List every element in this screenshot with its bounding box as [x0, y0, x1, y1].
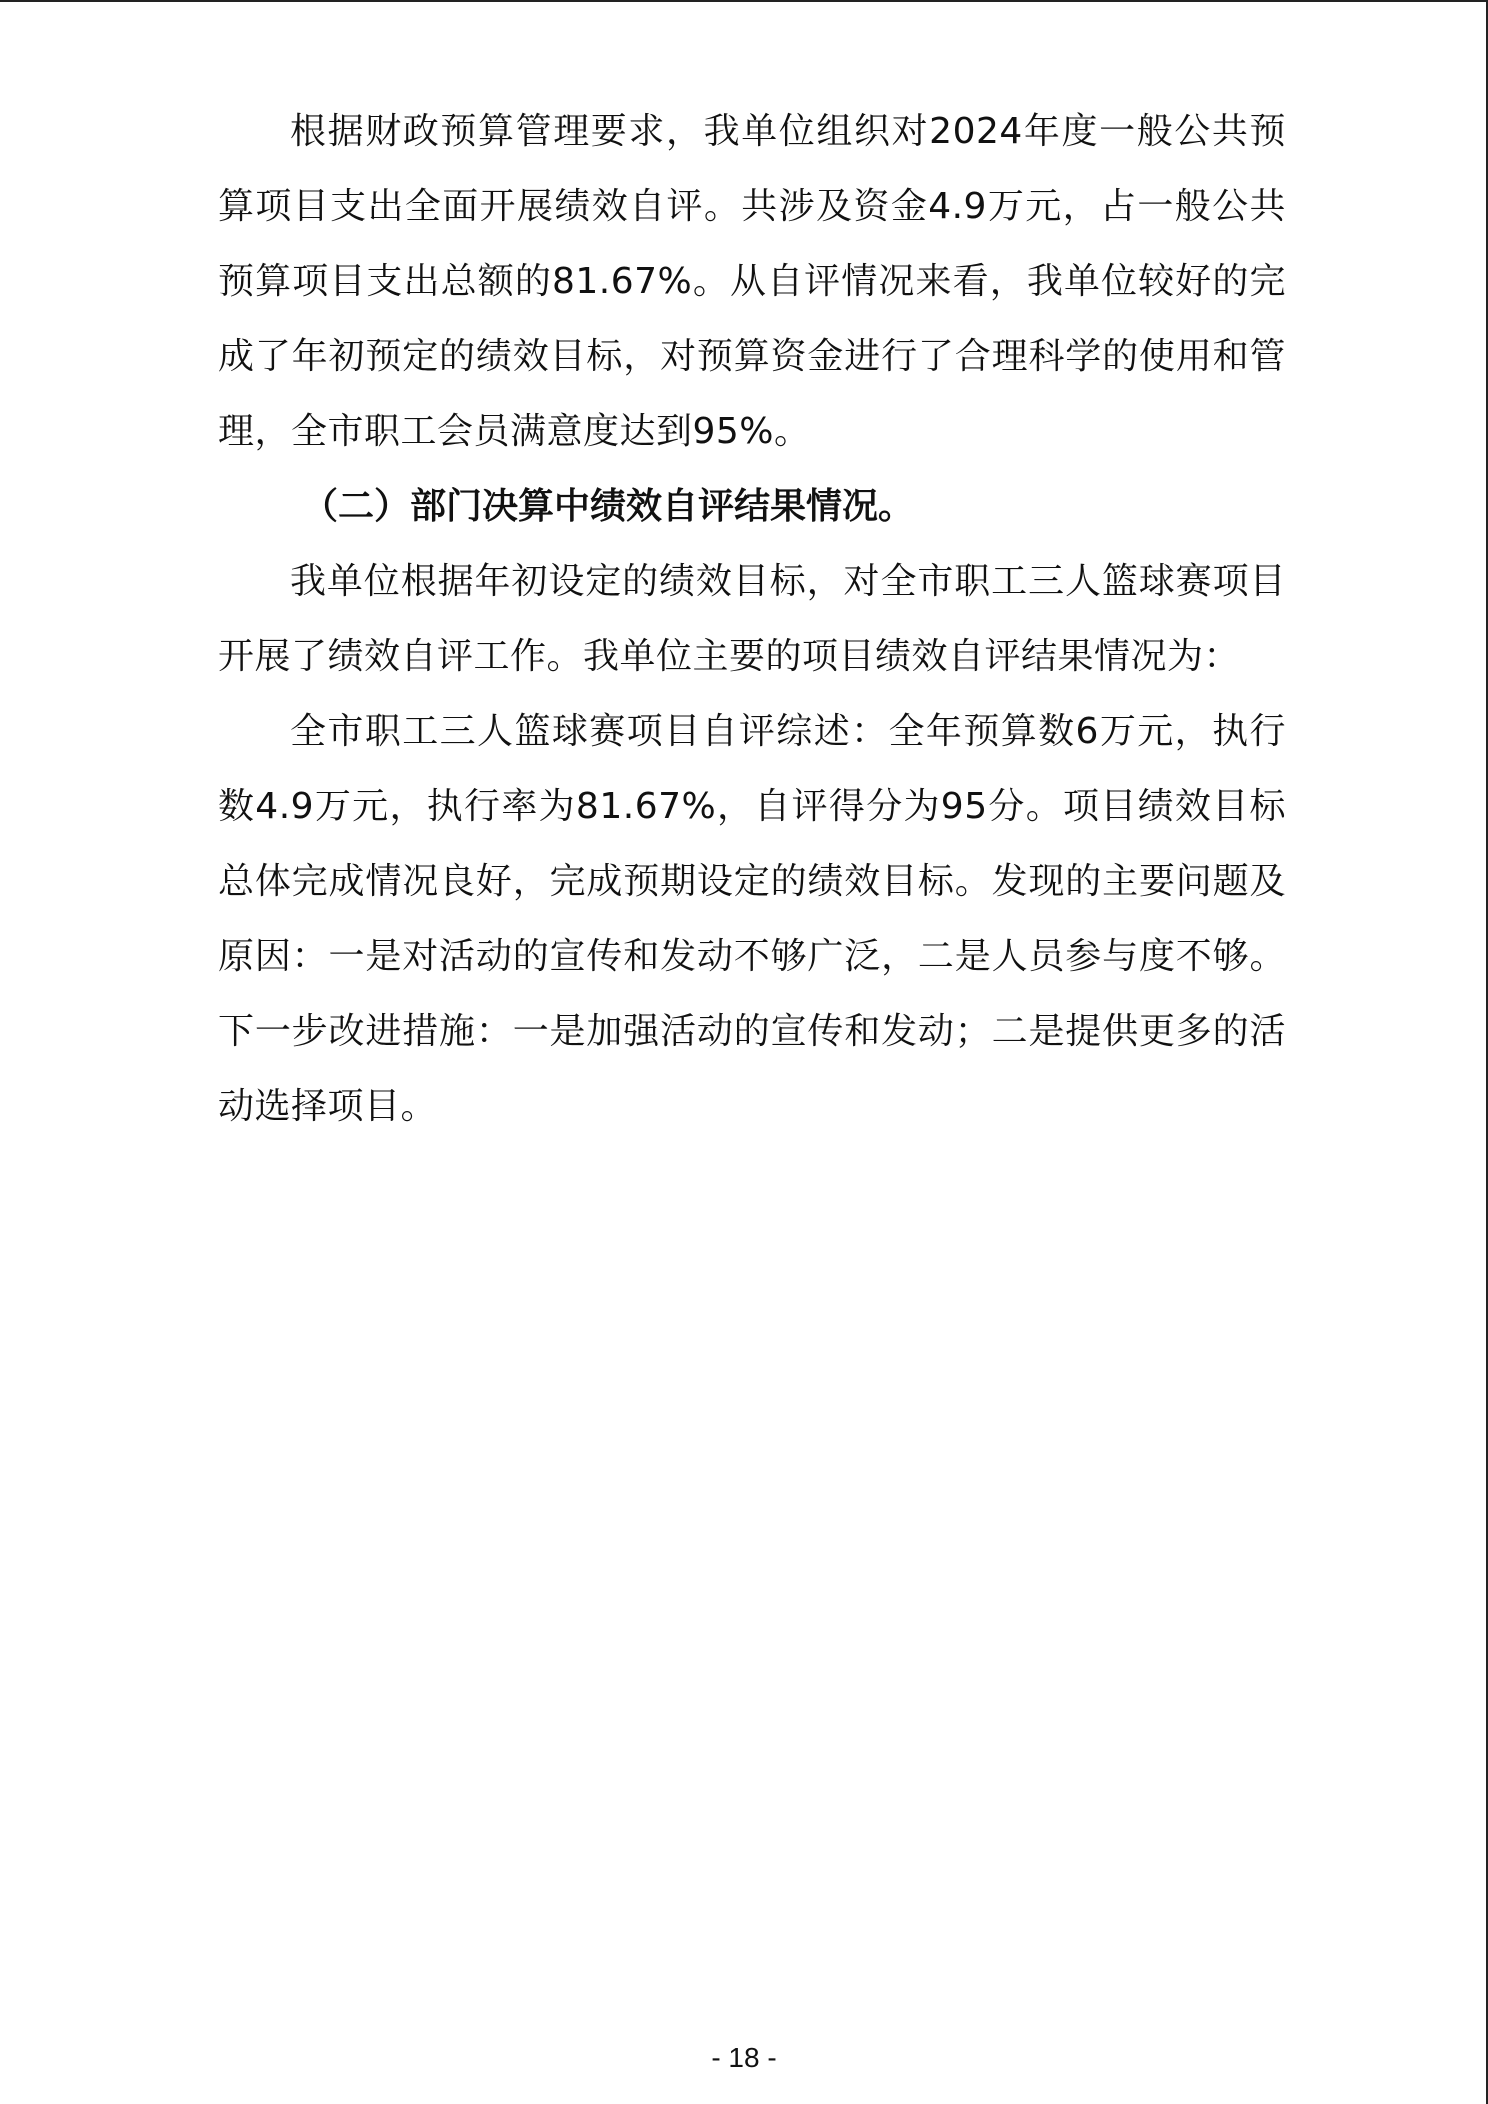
paragraph-self-evaluation-intro: 我单位根据年初设定的绩效目标，对全市职工三人篮球赛项目开展了绩效自评工作。我单位主要的项目绩效自评结果情况为： — [218, 561, 1286, 677]
section-heading: （二）部门决算中绩效自评结果情况。 — [302, 486, 915, 527]
page-number: - 18 - — [711, 2042, 777, 2073]
document-body — [218, 94, 1286, 1144]
paragraph-project-summary: 全市职工三人篮球赛项目自评综述：全年预算数6万元，执行数4.9万元，执行率为81.67%，自评得分为95分。项目绩效目标总体完成情况良好，完成预期设定的绩效目标。发现的主要问题及原因：一是对活动的宣传和发动不够广泛，二是人员参与度不够。下一步改进措施：一是加强活动的宣传和发动；二是提供更多的活动选择项目。 — [218, 711, 1286, 1127]
paragraph-budget-summary: 根据财政预算管理要求，我单位组织对2024年度一般公共预算项目支出全面开展绩效自评。共涉及资金4.9万元，占一般公共预算项目支出总额的81.67%。从自评情况来看，我单位较好的完成了年初预定的绩效目标，对预算资金进行了合理科学的使用和管理，全市职工会员满意度达到95%。 — [218, 111, 1286, 452]
